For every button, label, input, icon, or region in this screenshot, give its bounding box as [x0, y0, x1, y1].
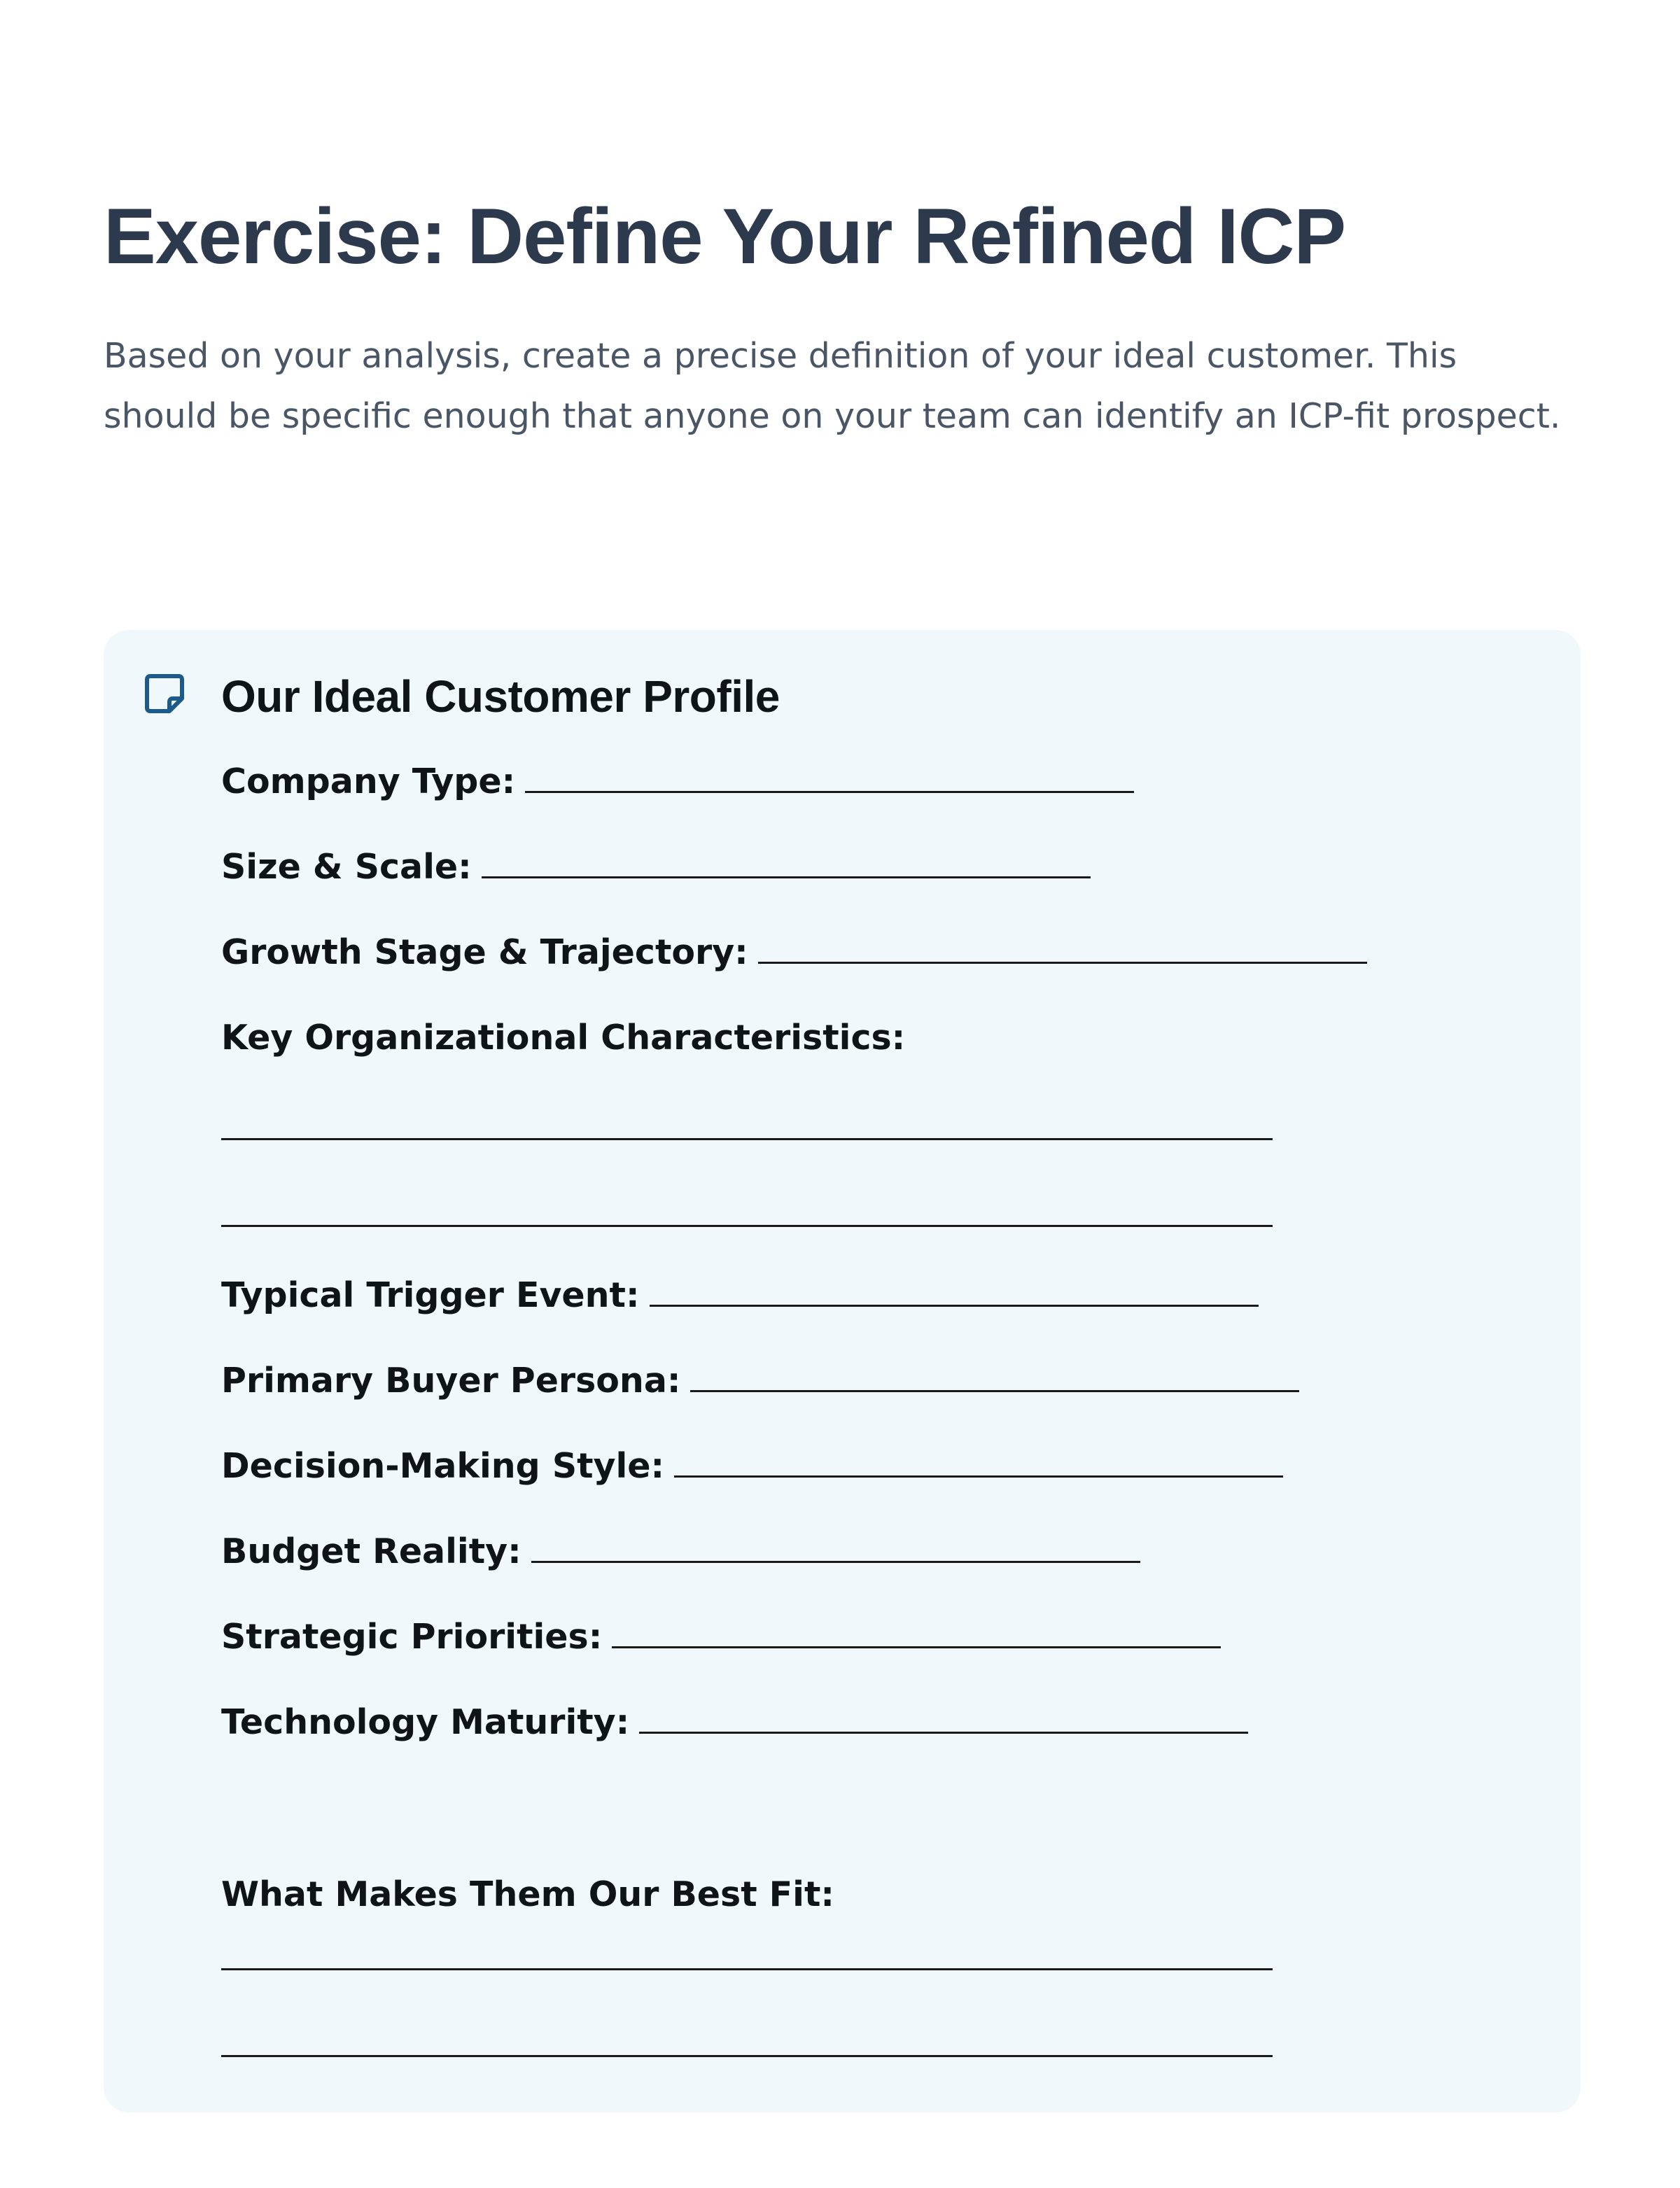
answer-line	[221, 2055, 1273, 2057]
answer-blank	[639, 1704, 1248, 1734]
answer-line	[221, 1138, 1273, 1140]
field-budget	[221, 1527, 1140, 1576]
sticky-note-icon	[144, 673, 185, 714]
field-label: Primary Buyer Persona:	[221, 1361, 681, 1401]
answer-blank	[612, 1618, 1221, 1648]
field-priorities	[221, 1613, 1221, 1662]
field-company-type	[221, 757, 1134, 806]
field-size-scale	[221, 843, 1091, 892]
answer-blank	[482, 848, 1091, 878]
field-label: Typical Trigger Event:	[221, 1275, 640, 1315]
answer-blank	[758, 934, 1367, 964]
field-label: Decision-Making Style:	[221, 1446, 665, 1486]
icp-card	[104, 630, 1581, 2112]
field-label: Size & Scale:	[221, 847, 472, 887]
answer-line	[221, 1225, 1273, 1227]
field-label: Technology Maturity:	[221, 1702, 630, 1742]
field-trigger-event	[221, 1271, 1259, 1320]
field-decision-style	[221, 1442, 1283, 1491]
answer-blank	[525, 763, 1134, 793]
field-label: Growth Stage & Trajectory:	[221, 932, 748, 972]
answer-blank	[531, 1533, 1140, 1563]
answer-blank	[674, 1447, 1283, 1478]
field-best-fit	[221, 1870, 834, 1919]
field-tech-maturity	[221, 1698, 1248, 1747]
field-label: Company Type:	[221, 762, 516, 801]
field-buyer-persona	[221, 1356, 1299, 1405]
field-key-characteristics	[221, 1014, 905, 1063]
page-title: Exercise: Define Your Refined ICP	[104, 192, 1346, 280]
answer-blank	[690, 1362, 1299, 1392]
answer-blank	[650, 1277, 1259, 1307]
field-label: Key Organizational Characteristics:	[221, 1018, 906, 1058]
field-label: Budget Reality:	[221, 1531, 522, 1571]
field-growth-stage	[221, 928, 1367, 977]
card-title: Our Ideal Customer Profile	[221, 671, 780, 722]
answer-line	[221, 1968, 1273, 1970]
field-label: Strategic Priorities:	[221, 1617, 603, 1657]
field-label: What Makes Them Our Best Fit:	[221, 1874, 834, 1914]
intro-paragraph: Based on your analysis, create a precise definition of your ideal customer. This should be specific enough that anyone on your team can identify an ICP-fit prospect.	[104, 336, 1561, 436]
